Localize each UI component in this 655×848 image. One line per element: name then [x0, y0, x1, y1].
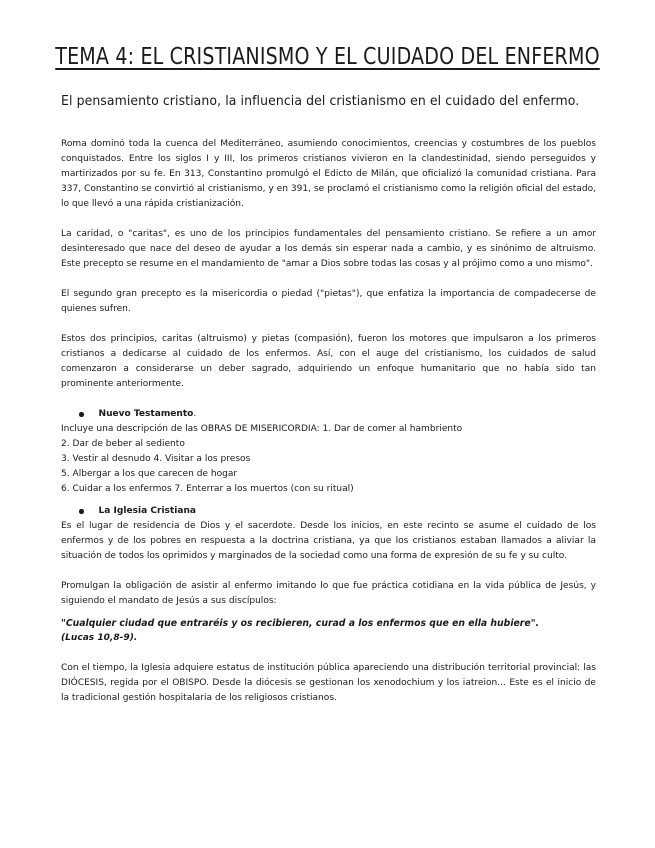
section-subtitle: El pensamiento cristiano, la influencia del cristianismo en el cuidado del enfermo. [61, 94, 580, 109]
page-title: TEMA 4: EL CRISTIANISMO Y EL CUIDADO DEL ENFERMO [55, 44, 600, 70]
bullet-heading-suffix: . [193, 409, 197, 419]
list-item: 3. Vestir al desnudo 4. Visitar a los presos [61, 454, 251, 464]
bible-quote: "Cualquier ciudad que entraréis y os recibieren, curad a los enfermos que en ella hubiere". [61, 618, 540, 629]
list-item: 6. Cuidar a los enfermos 7. Enterrar a los muertos (con su ritual) [61, 484, 354, 494]
bullet-dot-icon [79, 412, 84, 417]
bullet-heading: La Iglesia Cristiana [98, 506, 197, 516]
paragraph-roma: Roma dominó toda la cuenca del Mediterráneo, asumiendo conocimientos, creencias y costumbres de los pueblos conquistados. Entre los siglos I y III, los primeros cristianos vivieron en la clandestinidad, siendo perseguidos y martirizados por su fe. En 313, Constantino promulgó el Edicto de Milán, que oficializó la comunidad cristiana. Para 337, Constantino se convirtió al cristianismo, y en 391, se proclamó el cristianismo como la religión oficial del estado, lo que llevó a una rápida cristianización. [61, 139, 596, 209]
paragraph-caritas: La caridad, o "caritas", es uno de los principios fundamentales del pensamiento cristiano. Se refiere a un amor desinteresado que nace del deseo de ayudar a los demás sin esperar nada a cambio, y es sinónimo de altruismo. Este precepto se resume en el mandamiento de "amar a Dios sobre todas las cosas y al prójimo como a uno mismo". [61, 229, 596, 269]
list-item: 2. Dar de beber al sediento [61, 439, 185, 449]
paragraph-pietas: El segundo gran precepto es la misericordia o piedad ("pietas"), que enfatiza la importancia de compadecerse de quienes sufren. [61, 289, 596, 314]
paragraph-obligacion: Promulgan la obligación de asistir al enfermo imitando lo que fue práctica cotidiana en la vida pública de Jesús, y siguiendo el mandato de Jesús a sus discípulos: [61, 581, 596, 606]
document-body [61, 137, 596, 706]
list-item: Incluye una descripción de las OBRAS DE MISERICORDIA: 1. Dar de comer al hambriento [61, 424, 463, 434]
paragraph-iglesia: Es el lugar de residencia de Dios y el sacerdote. Desde los inicios, en este recinto se asume el cuidado de los enfermos y de los pobres en respuesta a la doctrina cristiana, ya que los cristianos estaban llamados a aliviar la situación de todos los oprimidos y marginados de la sociedad como una forma de expresión de su fe y su culto. [61, 521, 596, 561]
bullet-dot-icon [79, 509, 84, 514]
bullet-heading: Nuevo Testamento [98, 409, 194, 419]
bullet-iglesia-cristiana [61, 504, 596, 519]
paragraph-diocesis: Con el tiempo, la Iglesia adquiere estatus de institución pública apareciendo una distribución territorial provincial: las DIÓCESIS, regida por el OBISPO. Desde la diócesis se gestionan los xenodochium y los iatreion... Este es el inicio de la tradicional gestión hospitalaria de los religiosos cristianos. [61, 663, 596, 703]
list-item: 5. Albergar a los que carecen de hogar [61, 469, 238, 479]
bullet-nuevo-testamento [61, 407, 596, 422]
paragraph-principios: Estos dos principios, caritas (altruismo) y pietas (compasión), fueron los motores que impulsaron a los primeros cristianos a dedicarse al cuidado de los enfermos. Así, con el auge del cristianismo, los cuidados de salud comenzaron a considerarse un deber sagrado, adquiriendo un enfoque humanitario que no había sido tan prominente anteriormente. [61, 334, 596, 389]
bible-quote-reference: (Lucas 10,8-9). [61, 633, 138, 643]
